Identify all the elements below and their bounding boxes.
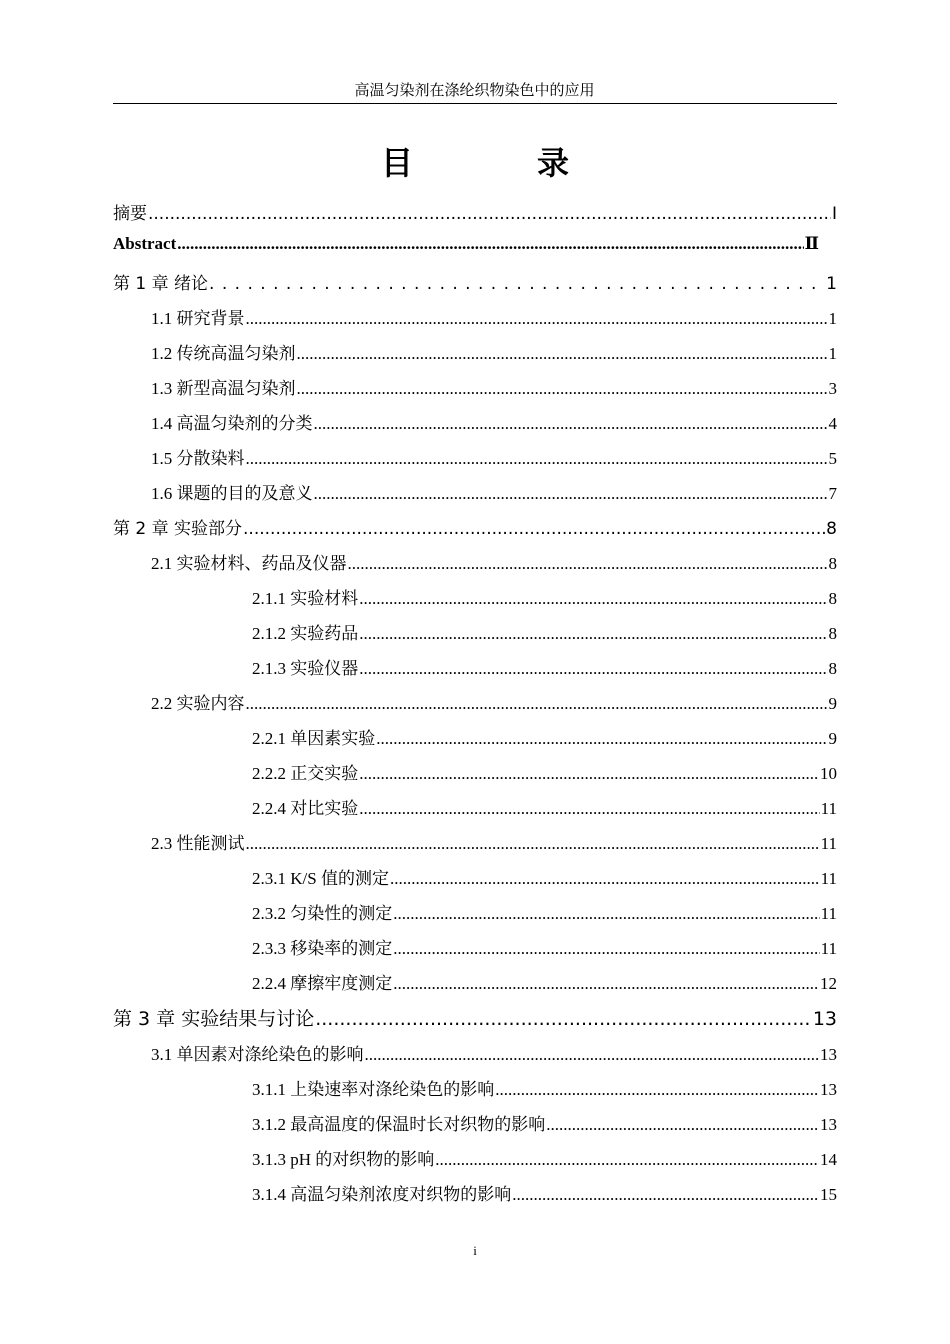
toc-leader <box>546 1115 819 1135</box>
toc-entry[interactable] <box>151 374 837 404</box>
toc-page: 9 <box>828 694 837 713</box>
toc-entry-chapter-1[interactable] <box>113 269 837 299</box>
toc-leader <box>148 204 831 224</box>
toc-label: 2.1.2 实验药品 <box>252 624 359 643</box>
toc-entry-chapter-3[interactable] <box>113 1004 837 1034</box>
toc-leader <box>512 1185 819 1205</box>
toc-label: 2.2 实验内容 <box>151 694 245 713</box>
toc-leader <box>246 449 828 469</box>
toc-label: 3.1.4 高温匀染剂浓度对织物的影响 <box>252 1185 512 1204</box>
toc-page: 8 <box>828 589 837 608</box>
toc-page: 12 <box>820 974 837 993</box>
toc-label: 1.6 课题的目的及意义 <box>151 484 313 503</box>
toc-leader <box>393 974 819 994</box>
toc-leader <box>297 344 828 364</box>
toc-entry[interactable] <box>151 339 837 369</box>
toc-label: 2.3.1 K/S 值的测定 <box>252 869 389 888</box>
toc-page: 9 <box>828 729 837 748</box>
toc-leader <box>246 834 820 854</box>
toc-leader <box>359 659 827 679</box>
toc-entry[interactable] <box>151 549 837 579</box>
toc-entry[interactable] <box>252 724 837 754</box>
toc-label: 3.1 单因素对涤纶染色的影响 <box>151 1045 364 1064</box>
toc-label: 2.2.2 正交实验 <box>252 764 359 783</box>
toc-leader <box>359 624 827 644</box>
toc-page: 1 <box>828 309 837 328</box>
toc-page: 14 <box>820 1150 837 1169</box>
toc-page: 8 <box>828 554 837 573</box>
toc-entry[interactable] <box>252 619 837 649</box>
toc-entry[interactable] <box>151 689 837 719</box>
toc-leader <box>348 554 828 574</box>
toc-leader <box>376 729 827 749</box>
toc-leader <box>246 309 828 329</box>
toc-label: 第 2 章 实验部分 <box>113 519 243 539</box>
toc-page: 8 <box>828 624 837 643</box>
toc-entry[interactable] <box>252 969 837 999</box>
toc-leader <box>365 1045 820 1065</box>
toc-entry-abstract-en[interactable] <box>113 234 837 264</box>
toc-label: 2.2.4 摩擦牢度测定 <box>252 974 393 993</box>
toc-entry-abstract-cn[interactable] <box>113 199 837 229</box>
toc-page: 13 <box>812 1008 837 1030</box>
toc-page: 13 <box>820 1080 837 1099</box>
toc-entry-chapter-2[interactable] <box>113 514 837 544</box>
toc-entry[interactable] <box>252 654 837 684</box>
toc-page: 1 <box>828 344 837 363</box>
toc-label: 2.1.3 实验仪器 <box>252 659 359 678</box>
toc-page: Ⅰ <box>831 204 837 224</box>
toc-entry[interactable] <box>252 584 837 614</box>
toc-label: 第 1 章 绪论 <box>113 274 209 294</box>
toc-label: 3.1.2 最高温度的保温时长对织物的影响 <box>252 1115 546 1134</box>
toc-page: 11 <box>820 939 837 958</box>
toc-page: 11 <box>820 869 837 888</box>
toc-entry[interactable] <box>252 794 837 824</box>
toc-label: 摘要 <box>113 204 147 224</box>
toc-leader <box>495 1080 819 1100</box>
toc-label: 2.2.4 对比实验 <box>252 799 359 818</box>
toc-leader <box>209 274 825 294</box>
toc-entry[interactable] <box>252 1145 837 1175</box>
toc-entry[interactable] <box>252 1110 837 1140</box>
toc-entry[interactable] <box>252 934 837 964</box>
toc-page: 7 <box>828 484 837 503</box>
toc-label: 3.1.3 pH 的对织物的影响 <box>252 1150 435 1169</box>
toc-leader <box>393 939 819 959</box>
toc-entry[interactable] <box>252 864 837 894</box>
toc-leader <box>435 1150 819 1170</box>
toc-label: 1.1 研究背景 <box>151 309 245 328</box>
toc-leader <box>297 379 828 399</box>
toc-label: 2.1 实验材料、药品及仪器 <box>151 554 347 573</box>
toc-page: 13 <box>820 1115 837 1134</box>
toc-entry[interactable] <box>252 759 837 789</box>
page-title: 目 录 <box>380 144 615 182</box>
toc-page: 10 <box>820 764 837 783</box>
toc-entry[interactable] <box>151 479 837 509</box>
toc-entry[interactable] <box>252 1180 837 1210</box>
toc-entry[interactable] <box>151 304 837 334</box>
toc-entry[interactable] <box>151 444 837 474</box>
toc-label: 3.1.1 上染速率对涤纶染色的影响 <box>252 1080 495 1099</box>
toc-page: 8 <box>826 519 837 539</box>
toc-leader <box>314 414 828 434</box>
toc-page: Ⅱ <box>804 234 819 253</box>
toc-entry[interactable] <box>151 409 837 439</box>
toc-page: 11 <box>820 904 837 923</box>
toc-page: 13 <box>820 1045 837 1064</box>
toc-page: 3 <box>828 379 837 398</box>
toc-label: 2.3.2 匀染性的测定 <box>252 904 393 923</box>
toc-label: 1.2 传统高温匀染剂 <box>151 344 296 363</box>
toc-leader <box>246 694 828 714</box>
header-rule <box>113 103 837 104</box>
toc-leader <box>393 904 819 924</box>
toc-leader <box>314 484 828 504</box>
toc-page: 8 <box>828 659 837 678</box>
page-number: i <box>473 1243 477 1258</box>
toc-page: 11 <box>820 799 837 818</box>
toc-entry[interactable] <box>151 829 837 859</box>
toc-label: 1.4 高温匀染剂的分类 <box>151 414 313 433</box>
toc-leader <box>359 589 827 609</box>
toc-label: Abstract <box>113 234 177 253</box>
toc-page: 15 <box>820 1185 837 1204</box>
toc-page: 11 <box>820 834 837 853</box>
toc-entry[interactable] <box>151 1040 837 1070</box>
toc-leader <box>243 519 825 539</box>
toc-label: 第 3 章 实验结果与讨论 <box>113 1008 315 1030</box>
toc-entry[interactable] <box>252 899 837 929</box>
toc-page: 4 <box>828 414 837 433</box>
toc-page: 1 <box>826 274 837 294</box>
toc-label: 1.3 新型高温匀染剂 <box>151 379 296 398</box>
toc-label: 2.1.1 实验材料 <box>252 589 359 608</box>
toc-page: 5 <box>828 449 837 468</box>
toc-leader <box>359 799 819 819</box>
toc-label: 2.2.1 单因素实验 <box>252 729 376 748</box>
toc-leader <box>390 869 820 889</box>
toc-label: 2.3 性能测试 <box>151 834 245 853</box>
toc-leader <box>359 764 819 784</box>
toc-leader <box>315 1008 812 1030</box>
toc-entry[interactable] <box>252 1075 837 1105</box>
toc-label: 2.3.3 移染率的测定 <box>252 939 393 958</box>
toc-label: 1.5 分散染料 <box>151 449 245 468</box>
toc-leader <box>177 234 803 254</box>
running-header: 高温匀染剂在涤纶织物染色中的应用 <box>354 83 595 99</box>
